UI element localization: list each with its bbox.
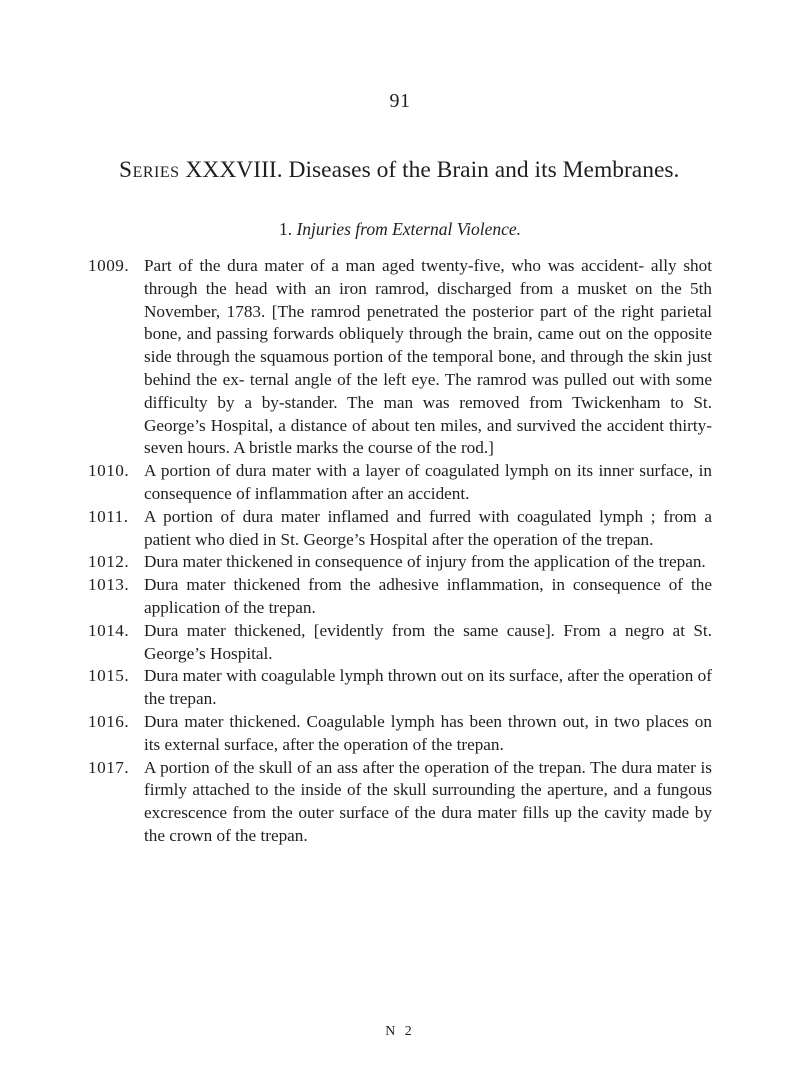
- entry-text: A portion of dura mater inflamed and furred with coagulated lymph ; from a patient who died in St. George’s Hospital after the operation of the trepan.: [144, 506, 712, 549]
- catalogue-entry: [88, 551, 712, 574]
- section-title: Injuries from External Violence.: [296, 219, 522, 239]
- entry-number: 1017.: [88, 757, 130, 777]
- page-number: 91: [389, 90, 411, 112]
- catalogue-entry: [88, 711, 712, 757]
- catalogue-entry: [88, 506, 712, 552]
- catalogue-entry: [88, 574, 712, 620]
- entry-text: Dura mater thickened in consequence of injury from the application of the trepan.: [144, 552, 706, 572]
- entry-number: 1010.: [88, 461, 130, 481]
- section-heading: [0, 219, 800, 240]
- entry-text: Part of the dura mater of a man aged twenty-five, who was accident- ally shot through the head with an iron ramrod, discharged from a musket on the 5th November, 1783. [The ramrod penetrated the posterior part of the right parietal bone, and passing forwards obliquely through the brain, came out on the opposite side through the squamous portion of the temporal bone, and through the skin just behind the ex- ternal angle of the left eye. The ramrod was pulled out with some difficulty by a by-stander. The man was removed from Twickenham to St. George’s Hospital, a distance of about ten miles, and survived the accident thirty-seven hours. A bristle marks the course of the rod.]: [144, 256, 712, 458]
- entry-number: 1011.: [88, 506, 129, 526]
- entry-number: 1015.: [88, 666, 130, 686]
- entry-text: Dura mater thickened, [evidently from the same cause]. From a negro at St. George’s Hospital.: [144, 620, 712, 663]
- section-number: 1.: [278, 219, 293, 239]
- catalogue-entry: [88, 620, 712, 666]
- entry-number: 1009.: [88, 256, 130, 275]
- series-title: Diseases of the Brain and its Membranes.: [288, 157, 680, 183]
- catalogue-entry: [88, 757, 712, 848]
- catalogue-entry: [88, 255, 712, 460]
- catalogue-entry: [88, 460, 712, 506]
- entry-number: 1012.: [88, 552, 130, 572]
- entry-number: 1014.: [88, 620, 130, 640]
- catalogue-entries: [88, 255, 712, 848]
- series-numeral: XXXVIII.: [185, 157, 283, 183]
- entry-number: 1016.: [88, 711, 130, 731]
- entry-text: A portion of dura mater with a layer of coagulated lymph on its inner surface, in consequence of inflammation after an accident.: [144, 461, 712, 503]
- series-label: Series: [119, 157, 180, 183]
- entry-text: Dura mater thickened. Coagulable lymph has been thrown out, in two places on its external surface, after the operation of the trepan.: [144, 711, 712, 754]
- entry-number: 1013.: [88, 575, 130, 595]
- entry-text: Dura mater thickened from the adhesive inflammation, in consequence of the application of the trepan.: [144, 575, 712, 617]
- signature-mark: N 2: [385, 1024, 415, 1039]
- series-heading: [119, 157, 719, 184]
- catalogue-entry: [88, 665, 712, 711]
- entry-text: A portion of the skull of an ass after the operation of the trepan. The dura mater is firmly attached to the inside of the skull surrounding the aperture, and a fungous excrescence from the outer surface of the dura mater fills up the cavity made by the crown of the trepan.: [144, 757, 712, 845]
- entry-text: Dura mater with coagulable lymph thrown out on its surface, after the operation of the trepan.: [144, 666, 712, 709]
